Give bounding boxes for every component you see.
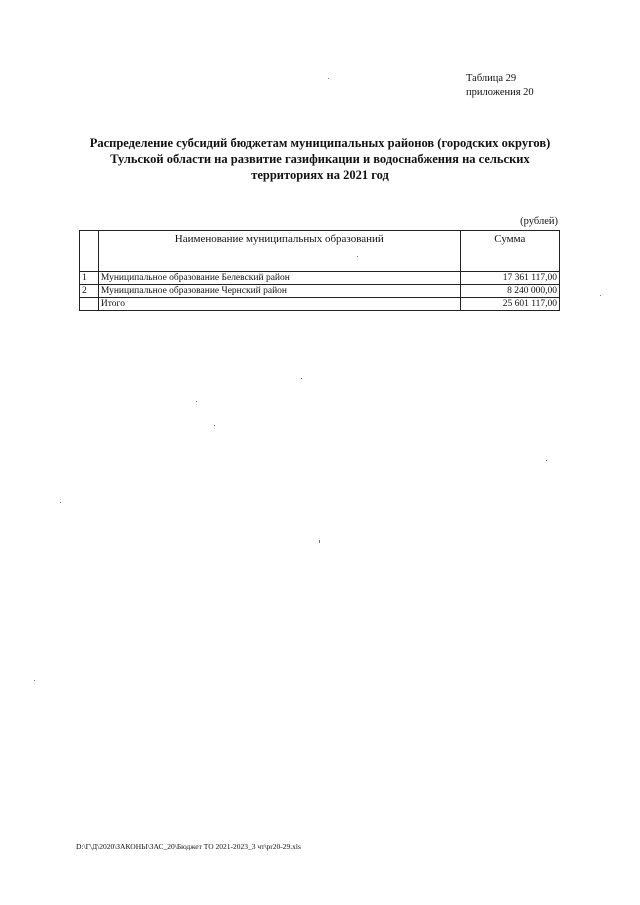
scan-speck: [214, 425, 215, 426]
row-num: 2: [80, 285, 99, 298]
header-num: [80, 231, 99, 272]
title-line-3: территориях на 2021 год: [251, 168, 389, 182]
row-sum: 17 361 117,00: [460, 272, 559, 285]
scan-speck: [328, 78, 329, 79]
row-sum: 8 240 000,00: [460, 285, 559, 298]
row-num: [80, 298, 99, 311]
header-name: Наименование муниципальных образований: [98, 231, 460, 272]
table-row: [80, 272, 560, 285]
row-name: Муниципальное образование Чернский район: [98, 285, 460, 298]
file-path-footer: D:\Г\Д\2020\ЗАКОНЫ\ЗАС_20\Бюджет ТО 2021-2023_3 чт\pr20-29.xls: [76, 842, 301, 851]
scan-speck: [319, 540, 320, 543]
header-sum: Сумма: [460, 231, 559, 272]
table-row: [80, 285, 560, 298]
title-line-2: Тульской области на развитие газификации и водоснабжения на сельских: [110, 152, 530, 166]
table-header-row: [80, 231, 560, 272]
row-sum: 25 601 117,00: [460, 298, 559, 311]
document-title: [60, 135, 580, 183]
scan-speck: [34, 680, 35, 681]
scan-speck: [196, 401, 197, 402]
scan-speck: [546, 460, 547, 461]
row-name: Итого: [98, 298, 460, 311]
subsidy-table: [79, 230, 560, 311]
table-caption: [466, 72, 534, 100]
title-line-1: Распределение субсидий бюджетам муниципальных районов (городских округов): [89, 136, 551, 150]
caption-appendix: приложения 20: [466, 87, 534, 98]
table-total-row: [80, 298, 560, 311]
scan-speck: [301, 378, 302, 379]
scan-speck: [600, 295, 601, 296]
unit-label: (рублей): [520, 216, 558, 227]
row-num: 1: [80, 272, 99, 285]
caption-table-number: Таблица 29: [466, 73, 517, 84]
scan-speck: [357, 256, 358, 257]
scan-speck: [60, 502, 61, 503]
row-name: Муниципальное образование Белевский район: [98, 272, 460, 285]
